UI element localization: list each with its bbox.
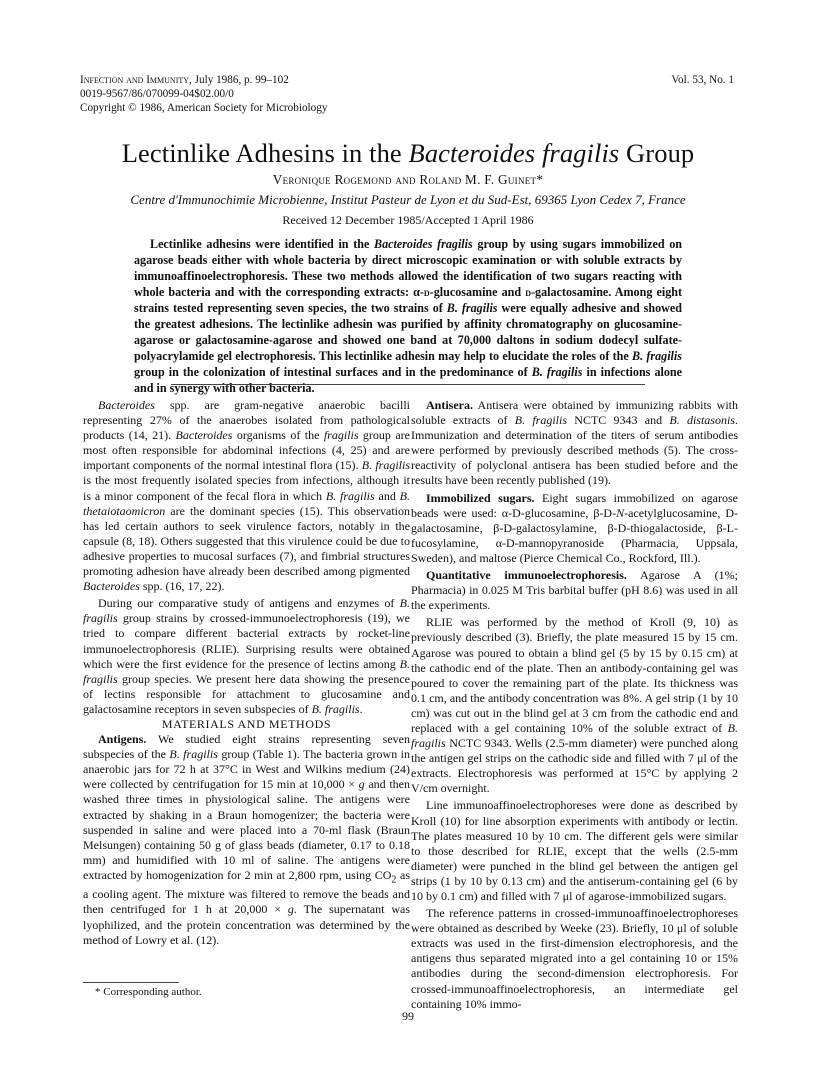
footnote: * Corresponding author.: [95, 986, 202, 998]
rlie-paragraph: RLIE was performed by the method of Kroll (9, 10) as previously described (3). Briefly, the plate measured 15 by 15 cm. Agarose was poured to obtain a blind gel (5 by 15 by 0.15 cm) at the cathodic end of the plate. Then an antibody-containing gel was poured to cover the remaining part of the plate. Its thickness was 0.1 cm, and the antibody concentration was 8%. A gel strip (1 by 10 cm) was cut out in the blind gel at 3 cm from the cathodic end and replaced with a gel containing 10% of the soluble extract of B. fragilis NCTC 9343. Wells (2.5-mm diameter) were punched along the antigen gel strips on the cathodic side and filled with 7 μl of the extracts. Electrophoresis was performed at 15°C by applying 2 V/cm overnight.: [411, 615, 738, 796]
journal-header: [80, 73, 327, 115]
antisera-paragraph: Antisera. Antisera were obtained by immunizing rabbits with soluble extracts of B. fragilis NCTC 9343 and B. distasonis. Immunization and determination of the titers of serum antibodies were performed by previously described methods (5). The cross-reactivity of polyclonal antisera has been studied before and the results have been recently published (19).: [411, 398, 738, 488]
journal-name: Infection and Immunity: [80, 74, 190, 86]
antigens-paragraph: Antigens. We studied eight strains representing seven subspecies of the B. fragilis group (Table 1). The bacteria grown in anaerobic jars for 72 h at 37°C in West and Wilkins medium (24) were collected by centrifugation for 15 min at 10,000 × g and then washed three times in physiological saline. The antigens were extracted by shaking in a Braun homogenizer; the bacteria were suspended in saline and were placed into a 70-ml flask (Braun Melsungen) containing 50 g of glass beads (diameter, 0.17 to 0.18 mm) and humidified with 10 ml of saline. The antigens were extracted by homogenization for 2 min at 2,800 rpm, using $CO_2$ as a cooling agent. The mixture was filtered to remove the beads and then centrifuged for 1 h at 20,000 × g. The supernatant was lyophilized, and the protein concentration was determined by the method of Lowry et al. (12).: [83, 732, 411, 947]
authors: Veronique Rogemond and Roland M. F. Guinet*: [272, 172, 544, 187]
section-heading: MATERIALS AND METHODS: [161, 716, 332, 731]
page-number: 99: [402, 1009, 414, 1023]
intro-paragraph-1: Bacteroides spp. are gram-negative anaerobic bacilli representing 27% of the anaerobes isolated from pathological products (14, 21). Bacteroides organisms of the fragilis group are most often responsible for abdominal infections (4, 25) and are important components of the normal intestinal flora (15). B. fragilis is the most frequently isolated species from infections, although it is a minor component of the fecal flora in which B. fragilis and B. thetaiotaomicron are the dominant species (15). This observation has led certain authors to seek virulence factors, notably in the capsule (8, 18). Others suggested that this virulence could be due to adhesive properties to mucosal surfaces (7), and fimbrial structures promoting adhesion have already been described among pigmented Bacteroides spp. (16, 17, 22).: [83, 398, 411, 594]
journal-code: 0019-9567/86/070099-04$02.00/0: [80, 88, 234, 100]
crossed-immunoaffino-paragraph: The reference patterns in crossed-immunoaffinoelectrophoreses were obtained as described by Weeke (23). Briefly, 10 μl of soluble extracts was used in the first-dimension electrophoresis, and the antigens thus separated migrated into a gel containing 10 or 15% antibodies during the second-dimension electrophoresis. For crossed-immunoaffinoelectrophoresis, an intermediate gel containing 10% immo-: [411, 906, 738, 1011]
received-date: Received 12 December 1985/Accepted 1 April 1986: [282, 213, 534, 227]
abstract-divider: [171, 384, 645, 385]
affiliation: Centre d'Immunochimie Microbienne, Institut Pasteur de Lyon et du Sud-Est, 69365 Lyon Cedex 7, France: [130, 192, 686, 207]
immunoelectrophoresis-paragraph: Quantitative immunoelectrophoresis. Agarose A (1%; Pharmacia) in 0.025 M Tris barbital buffer (pH 8.6) was used in all the experiments.: [411, 568, 738, 613]
immobilized-sugars-paragraph: Immobilized sugars. Eight sugars immobilized on agarose beads were used: α-D-glucosamine, β-D-N-acetylglucosamine, D-galactosamine, β-D-galactosylamine, β-D-thiogalactoside, β-L-fucosylamine, α-D-mannopyranoside (Pharmacia, Uppsala, Sweden), and maltose (Pierce Chemical Co., Rockford, Ill.).: [411, 490, 738, 565]
intro-paragraph-2: During our comparative study of antigens and enzymes of B. fragilis group strains by crossed-immunoelectrophoresis (19), we tried to compare different bacterial extracts by rocket-line immunoelectrophoresis (RLIE). Surprising results were obtained which were the first evidence for the presence of lectins among B. fragilis group species. We present here data showing the presence of lectins responsible for attachment to glucosamine and galactosamine receptors in seven subspecies of B. fragilis.: [83, 596, 410, 716]
copyright: Copyright © 1986, American Society for Microbiology: [80, 102, 328, 114]
article-title: Lectinlike Adhesins in the Bacteroides fragilis Group: [121, 138, 695, 168]
line-immunoaffino-paragraph: Line immunoaffinoelectrophoreses were done as described by Kroll (10) for line absorption experiments with antibody or lectin. The plates measured 10 by 10 cm. The different gels were similar to those described for RLIE, except that the wells (2.5-mm diameter) were punched in the blind gel between the antigen gel strips (1 by 10 by 0.13 cm) and the antiserum-containing gel (6 by 10 by 0.1 cm) and filled with 7 μl of agarose-immobilized sugars.: [411, 798, 738, 903]
volume-info: Vol. 53, No. 1: [671, 74, 734, 86]
footnote-divider: [83, 982, 179, 983]
journal-citation: Infection and Immunity, July 1986, p. 99–102: [80, 74, 289, 86]
left-column: [83, 398, 410, 948]
abstract: Lectinlike adhesins were identified in the Bacteroides fragilis group by using sugars immobilized on agarose beads either with whole bacteria by direct microscopic examination or with soluble extracts by immunoaffinoelectrophoresis. These two methods allowed the identification of two sugars reacting with whole bacteria and with the corresponding extracts: α-d-glucosamine and d-galactosamine. Among eight strains tested representing seven species, the two strains of B. fragilis were equally adhesive and showed the greatest adhesions. The lectinlike adhesin was purified by affinity chromatography on glucosamine-agarose or galactosamine-agarose and showed one band at 70,000 daltons in sodium dodecyl sulfate-polyacrylamide gel electrophoresis. This lectinlike adhesin may help to elucidate the roles of the B. fragilis group in the colonization of intestinal surfaces and in the predominance of B. fragilis in infections alone and in synergy with other bacteria.: [134, 237, 683, 395]
right-column: [411, 398, 738, 1012]
